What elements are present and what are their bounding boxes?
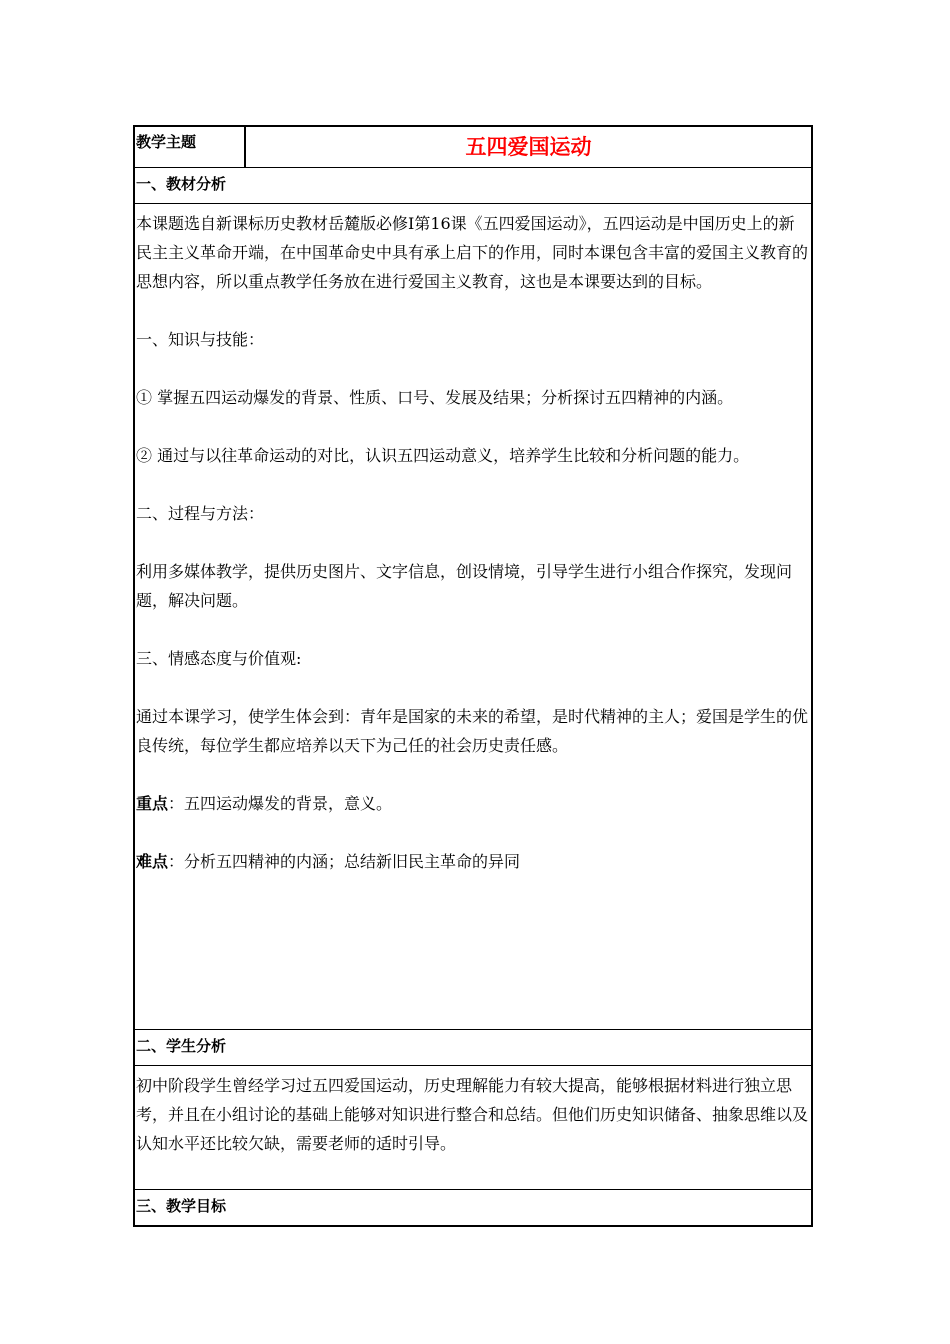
lesson-plan-table: [133, 125, 813, 1227]
materials-analysis-body: [135, 203, 811, 1029]
lesson-title: 五四爱国运动: [465, 135, 592, 159]
section-heading-objectives: 三、教学目标: [135, 1189, 811, 1225]
key-point-text: ：五四运动爆发的背景，意义。: [168, 794, 393, 813]
knowledge-title: 一、知识与技能：: [136, 330, 265, 349]
key-point-label: 重点: [136, 794, 169, 813]
difficulty-point: [136, 847, 809, 876]
topic-row: [135, 127, 811, 167]
emotion-text: 通过本课学习，使学生体会到：青年是国家的未来的希望，是时代精神的主人；爱国是学生的优良传统，每位学生都应培养以天下为己任的社会历史责任感。: [136, 707, 809, 755]
process-text: 利用多媒体教学，提供历史图片、文字信息，创设情境，引导学生进行小组合作探究，发现问题，解决问题。: [136, 562, 793, 610]
topic-label: 教学主题: [135, 127, 246, 167]
key-point: [136, 789, 809, 818]
emotion-title: 三、情感态度与价值观:: [136, 649, 302, 668]
knowledge-item-1: ① 掌握五四运动爆发的背景、性质、口号、发展及结果；分析探讨五四精神的内涵。: [136, 388, 734, 407]
difficulty-text: ：分析五四精神的内涵；总结新旧民主革命的异同: [168, 852, 521, 871]
student-analysis-text: 初中阶段学生曾经学习过五四爱国运动，历史理解能力有较大提高，能够根据材料进行独立思考，并且在小组讨论的基础上能够对知识进行整合和总结。但他们历史知识储备、抽象思维以及认知水平还比较欠缺，需要老师的适时引导。: [136, 1076, 809, 1153]
knowledge-item-2: ② 通过与以往革命运动的对比，认识五四运动意义，培养学生比较和分析问题的能力。: [136, 446, 750, 465]
section-heading-materials: 一、教材分析: [135, 167, 811, 203]
difficulty-label: 难点: [136, 852, 169, 871]
process-title: 二、过程与方法：: [136, 504, 265, 523]
student-analysis-body: [135, 1065, 811, 1189]
section-heading-students: 二、学生分析: [135, 1029, 811, 1065]
materials-intro: 本课题选自新课标历史教材岳麓版必修Ⅰ第16课《五四爱国运动》，五四运动是中国历史上的新民主主义革命开端，在中国革命史中具有承上启下的作用，同时本课包含丰富的爱国主义教育的思想内容，所以重点教学任务放在进行爱国主义教育，这也是本课要达到的目标。: [136, 214, 809, 291]
